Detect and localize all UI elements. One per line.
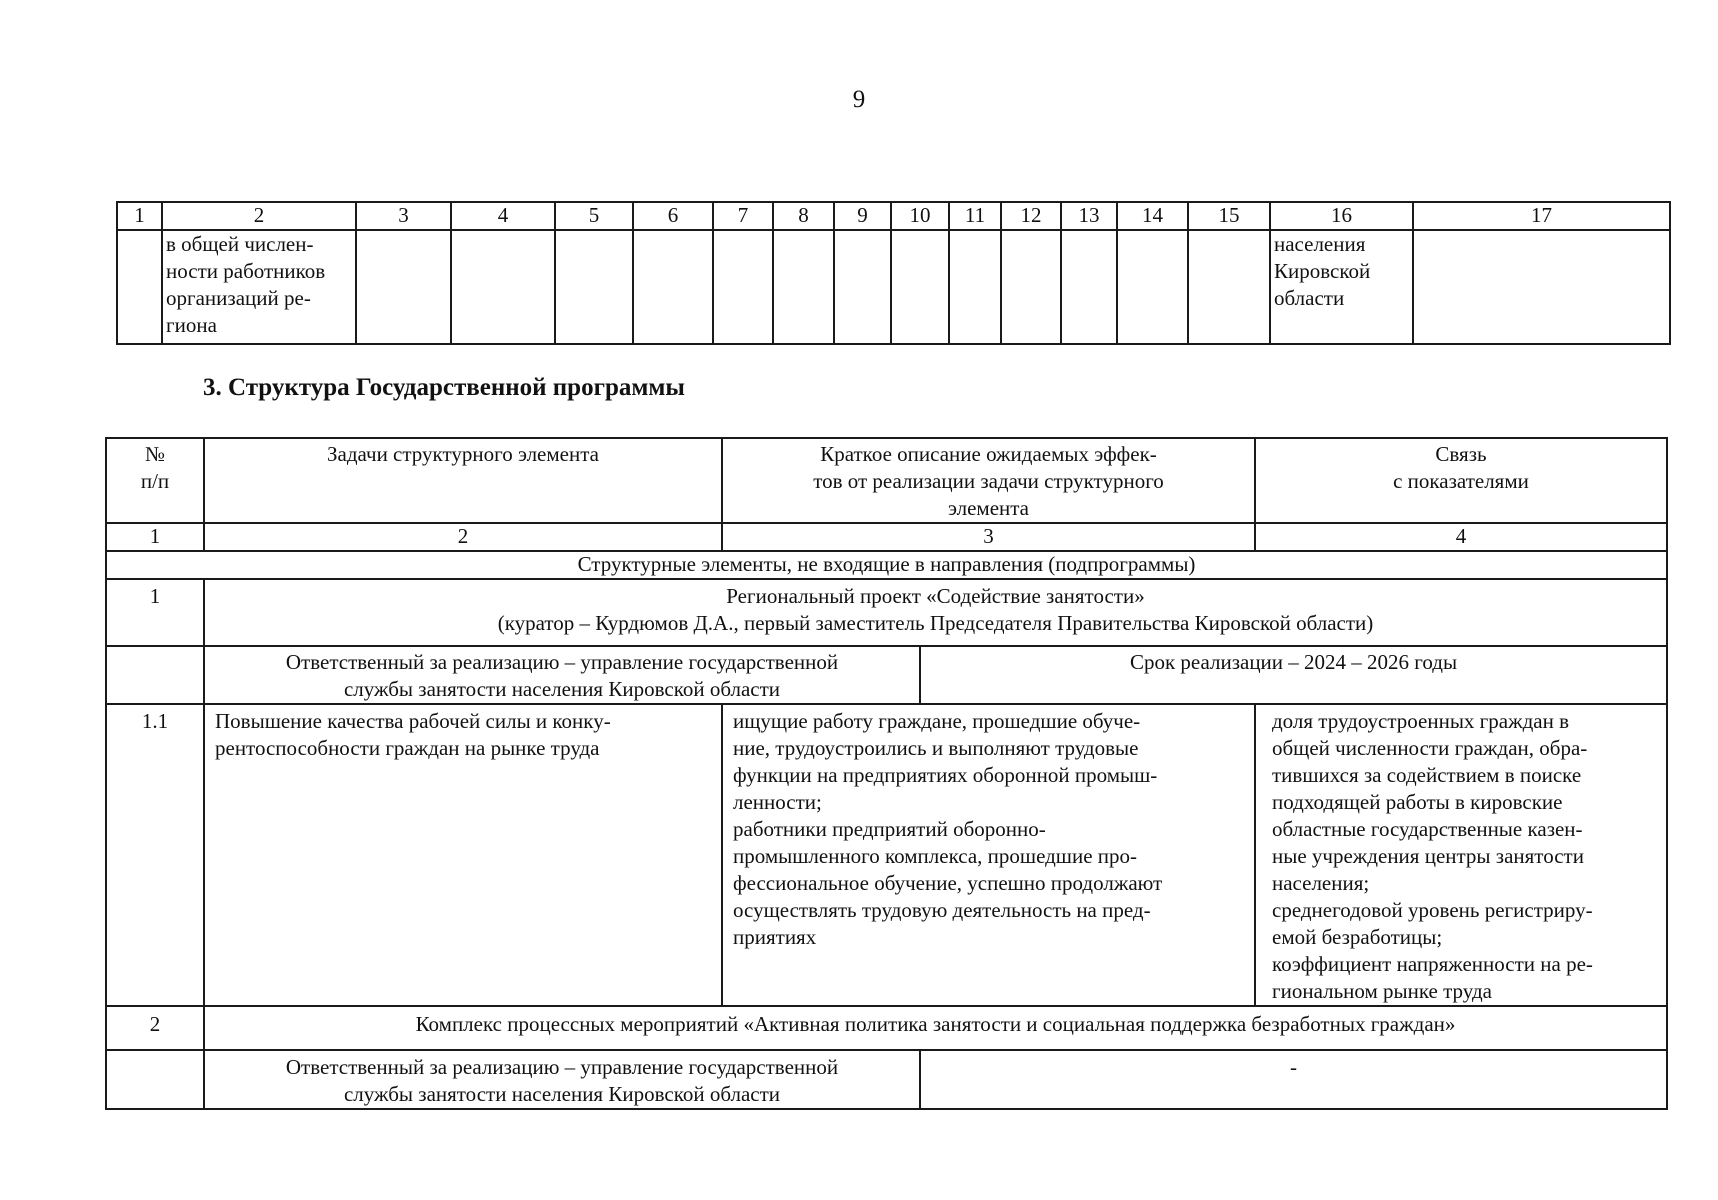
task-effects: ищущие работу граждане, прошедшие обуче- ние, трудоустроились и выполняют трудовые функции на предприятиях оборонной промыш- ленности; работники предприятий оборонно- промышленного комплекса, прошедшие про- фессиональное обучение, успешно продолжают осуществлять трудовую деятельность на пред- приятиях	[722, 704, 1255, 1006]
header-cell: 6	[633, 202, 713, 230]
empty-cell	[1413, 230, 1670, 344]
header-tasks: Задачи структурного элемента	[204, 438, 722, 523]
responsible-container	[204, 1050, 1667, 1109]
header-cell: 2	[162, 202, 356, 230]
table-row	[117, 230, 1670, 344]
task-text: Повышение качества рабочей силы и конку- рентоспособности граждан на рынке труда	[204, 704, 722, 1006]
empty-cell	[633, 230, 713, 344]
header-cell: 17	[1413, 202, 1670, 230]
header-row	[117, 202, 1670, 230]
responsible-cell: населения Кировской области	[1270, 230, 1413, 344]
empty-cell	[834, 230, 891, 344]
section-title: 3. Структура Государственной программы	[203, 374, 685, 401]
responsible-row	[106, 646, 1667, 704]
header-cell: 3	[356, 202, 451, 230]
header-cell: 15	[1188, 202, 1270, 230]
responsible-text: Ответственный за реализацию – управление государственной службы занятости населения Кировской области	[205, 1051, 920, 1108]
complex-num: 2	[106, 1006, 204, 1050]
header-cell: 5	[555, 202, 633, 230]
empty-cell	[106, 1050, 204, 1109]
task-indicators: доля трудоустроенных граждан в общей численности граждан, обра- тившихся за содействием в поиске подходящей работы в кировские областные государственные казен- ные учреждения центры занятости населения; среднегодовой уровень регистриру- емой безработицы; коэффициент напряженности на ре- гиональном рынке труда	[1255, 704, 1667, 1006]
header-cell: 1	[117, 202, 162, 230]
complex-title: Комплекс процессных мероприятий «Активная политика занятости и социальная поддержка безработных граждан»	[204, 1006, 1667, 1050]
col-number: 1	[106, 523, 204, 551]
responsible-split	[205, 647, 1666, 703]
empty-cell	[356, 230, 451, 344]
header-cell: 13	[1061, 202, 1117, 230]
empty-cell	[1188, 230, 1270, 344]
empty-cell	[1117, 230, 1188, 344]
header-row	[106, 438, 1667, 523]
header-cell: 10	[891, 202, 949, 230]
implementation-term: Срок реализации – 2024 – 2026 годы	[1129, 650, 1458, 674]
empty-cell	[555, 230, 633, 344]
header-cell: 9	[834, 202, 891, 230]
responsible-container	[204, 646, 1667, 704]
empty-cell	[713, 230, 773, 344]
task-row	[106, 704, 1667, 1006]
program-structure-table	[105, 437, 1668, 1110]
section-label: Структурные элементы, не входящие в направления (подпрограммы)	[106, 551, 1667, 579]
empty-cell	[1001, 230, 1061, 344]
header-cell: 12	[1001, 202, 1061, 230]
header-cell: 4	[451, 202, 555, 230]
project-row	[106, 579, 1667, 646]
header-link: Связь с показателями	[1255, 438, 1667, 523]
indicator-name-cell: в общей числен- ности работников организаций ре- гиона	[162, 230, 356, 344]
complex-row	[106, 1006, 1667, 1050]
indicators-table-fragment	[116, 201, 1671, 345]
section-row	[106, 551, 1667, 579]
col-number: 2	[204, 523, 722, 551]
header-cell: 14	[1117, 202, 1188, 230]
page-number: 9	[852, 86, 866, 113]
header-num: № п/п	[106, 438, 204, 523]
responsible-row	[106, 1050, 1667, 1109]
empty-cell	[1061, 230, 1117, 344]
empty-cell	[106, 646, 204, 704]
empty-cell	[451, 230, 555, 344]
project-num: 1	[106, 579, 204, 646]
header-cell: 8	[773, 202, 834, 230]
responsible-split	[205, 1051, 1666, 1108]
header-cell: 16	[1270, 202, 1413, 230]
project-title: Региональный проект «Содействие занятости» (куратор – Курдюмов Д.А., первый заместитель Председателя Правительства Кировской области)	[204, 579, 1667, 646]
col-number: 4	[1255, 523, 1667, 551]
empty-cell	[949, 230, 1001, 344]
empty-cell	[891, 230, 949, 344]
header-cell: 11	[949, 202, 1001, 230]
column-numbers-row	[106, 523, 1667, 551]
header-effects: Краткое описание ожидаемых эффек- тов от реализации задачи структурного элемента	[722, 438, 1255, 523]
header-cell: 7	[713, 202, 773, 230]
task-num: 1.1	[106, 704, 204, 1006]
responsible-text: Ответственный за реализацию – управление государственной службы занятости населения Кировской области	[205, 647, 920, 703]
implementation-term: -	[1290, 1055, 1297, 1079]
col-number: 3	[722, 523, 1255, 551]
empty-cell	[773, 230, 834, 344]
empty-cell	[117, 230, 162, 344]
